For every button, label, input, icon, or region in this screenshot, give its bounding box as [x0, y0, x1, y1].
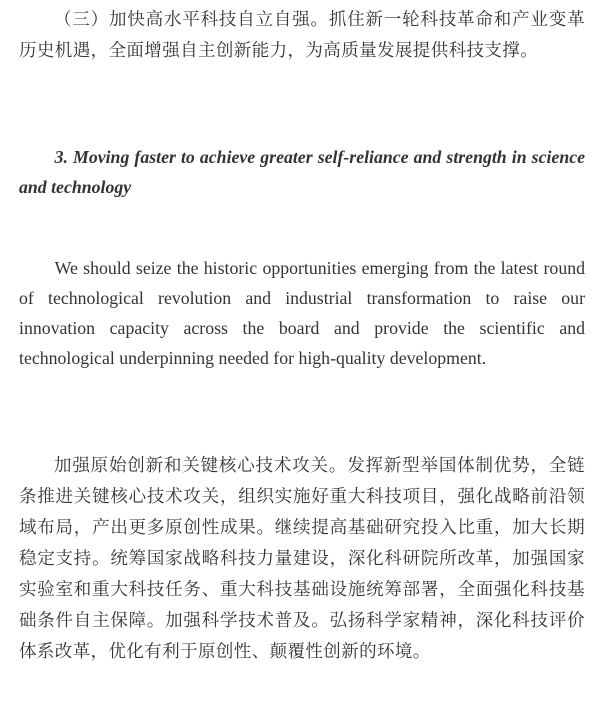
paragraph-zh-section-intro: （三）加快高水平科技自立自强。抓住新一轮科技革命和产业变革历史机遇，全面增强自主创新能力，为高质量发展提供科技支撑。	[19, 10, 585, 61]
paragraph-zh-original-innovation: 加强原始创新和关键核心技术攻关。发挥新型举国体制优势，全链条推进关键核心技术攻关，组织实施好重大科技项目，强化战略前沿领域布局，产出更多原创性成果。继续提高基础研究投入比重，加大长期稳定支持。统筹国家战略科技力量建设，深化科研院所改革，加强国家实验室和重大科技任务、重大科技基础设施统筹部署，全面强化科技基础条件自主保障。加强科学技术普及。弘扬科学家精神，深化科技评价体系改革，优化有利于原创性、颠覆性创新的环境。	[19, 456, 585, 662]
section-heading-en: 3. Moving faster to achieve greater self-reliance and strength in science and technology	[19, 147, 585, 197]
paragraph-en-section-intro: We should seize the historic opportunities emerging from the latest round of technological revolution and industrial transformation to raise our innovation capacity across the board and provide the scientific and technological underpinning needed for high-quality development.	[19, 258, 585, 368]
